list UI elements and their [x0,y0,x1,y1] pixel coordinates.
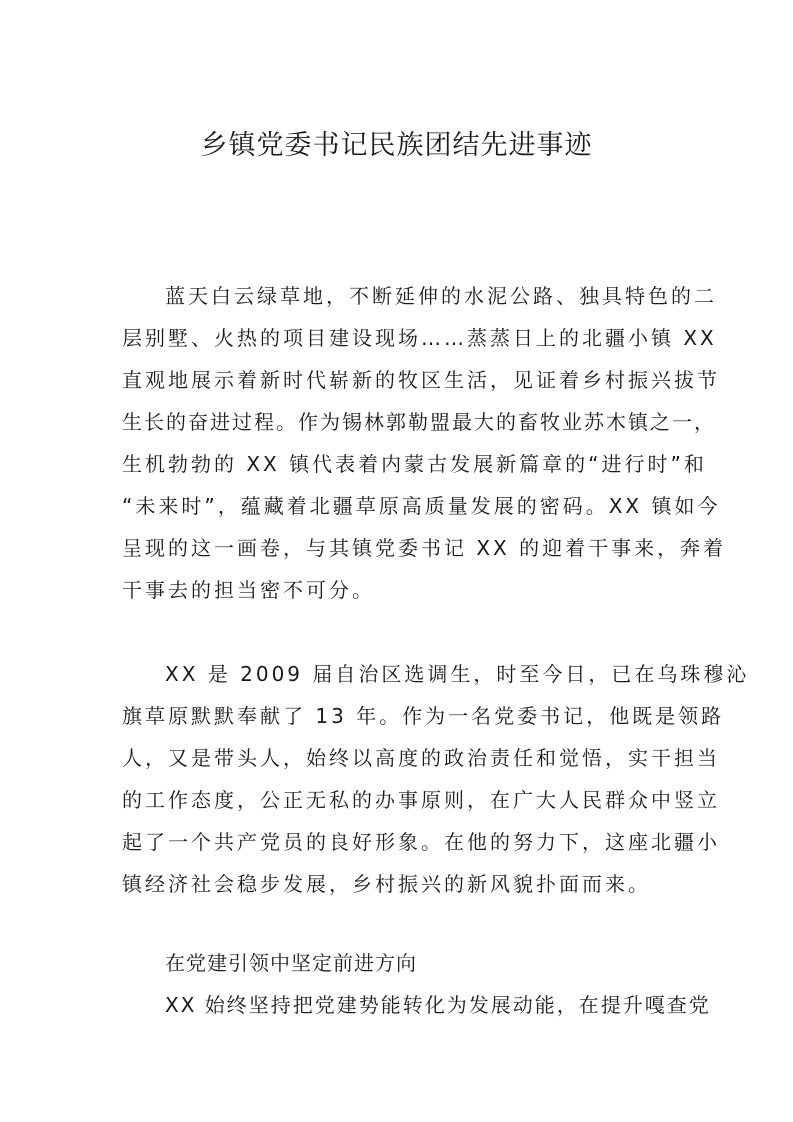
paragraph-line: 的工作态度，公正无私的办事原则，在广大人民群众中竖立 [122,788,720,812]
paragraph-line: XX 始终坚持把党建势能转化为发展动能，在提升嘎查党 [165,993,711,1017]
paragraph-line: 层别墅、火热的项目建设现场……蒸蒸日上的北疆小镇 XX [122,326,717,350]
paragraph-line: 生机勃勃的 XX 镇代表着内蒙古发展新篇章的“进行时”和 [122,452,707,476]
paragraph-line: 旗草原默默奉献了 13 年。作为一名党委书记，他既是领路 [122,704,725,728]
paragraph-line: 蓝天白云绿草地，不断延伸的水泥公路、独具特色的二 [165,284,717,308]
document-title: 乡镇党委书记民族团结先进事迹 [200,130,593,161]
section-heading: 在党建引领中坚定前进方向 [165,951,417,975]
paragraph-line: “未来时”，蕴藏着北疆草原高质量发展的密码。XX 镇如今 [122,494,721,518]
paragraph-line: 人，又是带头人，始终以高度的政治责任和觉悟，实干担当 [122,746,720,770]
paragraph-line: 起了一个共产党员的良好形象。在他的努力下，这座北疆小 [122,830,720,854]
paragraph-line: 呈现的这一画卷，与其镇党委书记 XX 的迎着干事来，奔着 [122,536,727,560]
paragraph-line: XX 是 2009 届自治区选调生，时至今日，已在乌珠穆沁 [165,662,750,686]
paragraph-line: 镇经济社会稳步发展，乡村振兴的新风貌扑面而来。 [122,872,651,896]
paragraph-line: 生长的奋进过程。作为锡林郭勒盟最大的畜牧业苏木镇之一， [122,410,716,434]
paragraph-line: 干事去的担当密不可分。 [122,578,375,602]
paragraph-line: 直观地展示着新时代崭新的牧区生活，见证着乡村振兴拔节 [122,368,720,392]
